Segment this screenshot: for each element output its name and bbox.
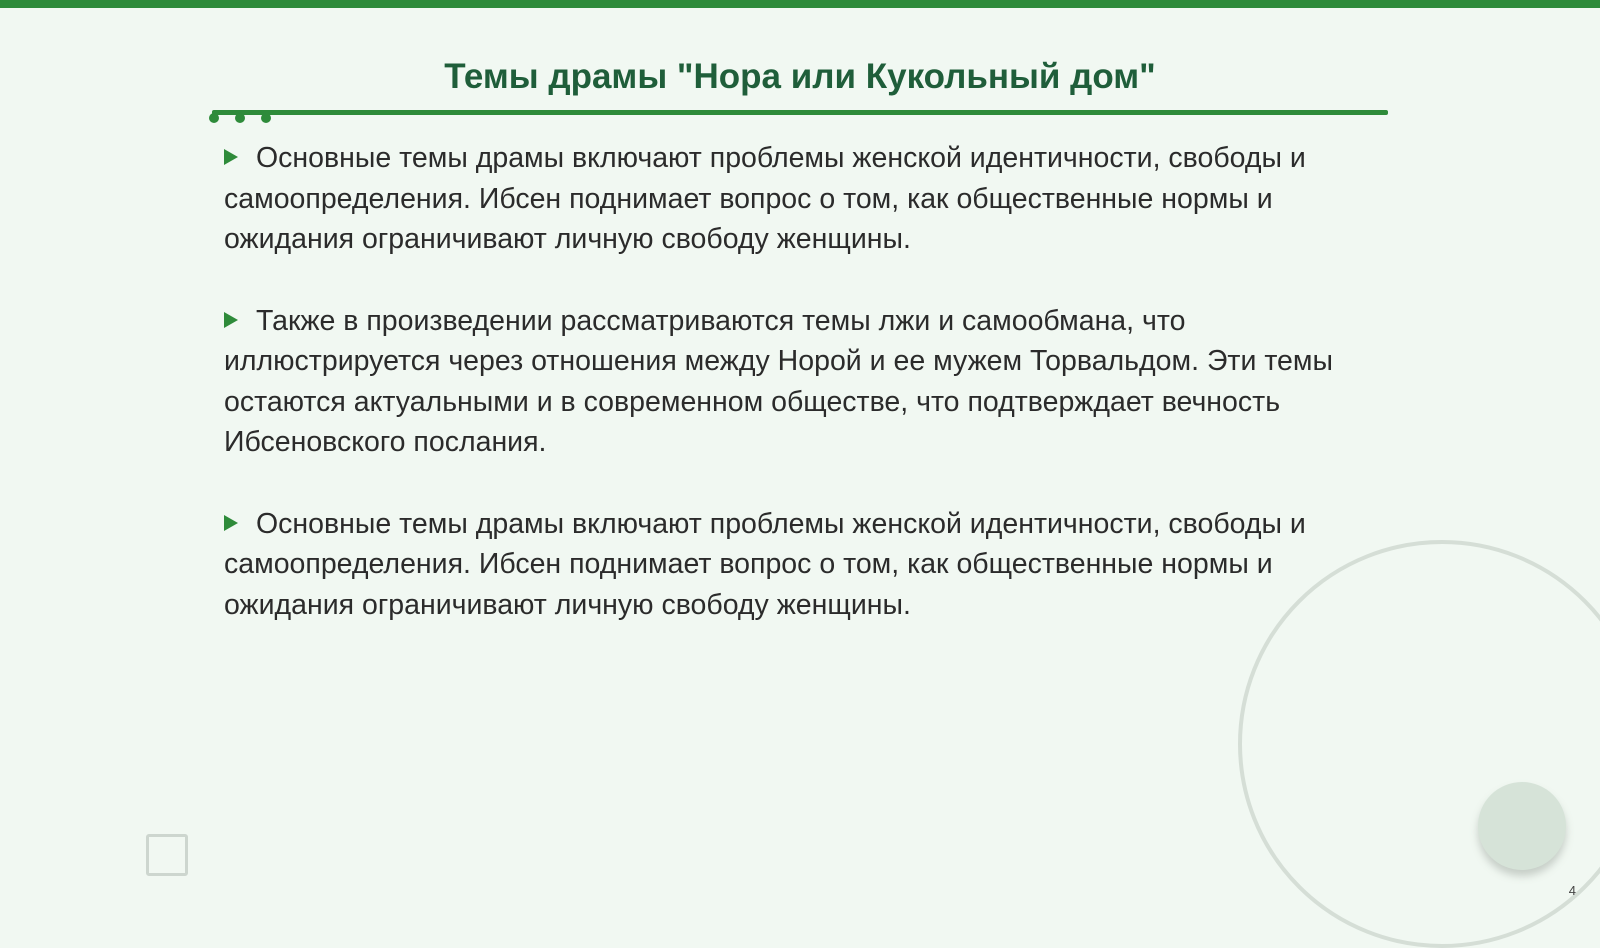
bullet-text: Основные темы драмы включают проблемы женской идентичности, свободы и самоопределения. Ибсен поднимает вопрос о том, как общественные нормы и ожидания ограничивают личную свободу женщины. [224, 142, 1306, 255]
decor-dot [261, 113, 271, 123]
bullet-text: Основные темы драмы включают проблемы женской идентичности, свободы и самоопределения. Ибсен поднимает вопрос о том, как общественные нормы и ожидания ограничивают личную свободу женщины. [224, 507, 1306, 621]
decorative-square [146, 834, 188, 876]
bullet-item [224, 504, 1384, 626]
bullet-text: Также в произведении рассматриваются темы лжи и самообмана, что иллюстрируется через отношения между Норой и ее мужем Торвальдом. Эти темы остаются актуальными и в современном обществе, что подтверждает вечность Ибсеновского послания. [224, 304, 1333, 458]
top-accent-bar [0, 0, 1600, 8]
triangle-right-icon [224, 515, 238, 531]
bullet-item [224, 301, 1384, 463]
triangle-right-icon [224, 149, 238, 165]
decorative-circle [1478, 782, 1566, 870]
title-underline [212, 110, 1388, 115]
bullet-item [224, 138, 1384, 260]
slide-title: Темы драмы "Нора или Кукольный дом" [444, 57, 1156, 96]
slide-content [224, 138, 1384, 666]
page-number: 4 [1568, 883, 1576, 898]
decor-dot [235, 113, 245, 123]
triangle-right-icon [224, 312, 238, 328]
decor-dot [209, 113, 219, 123]
